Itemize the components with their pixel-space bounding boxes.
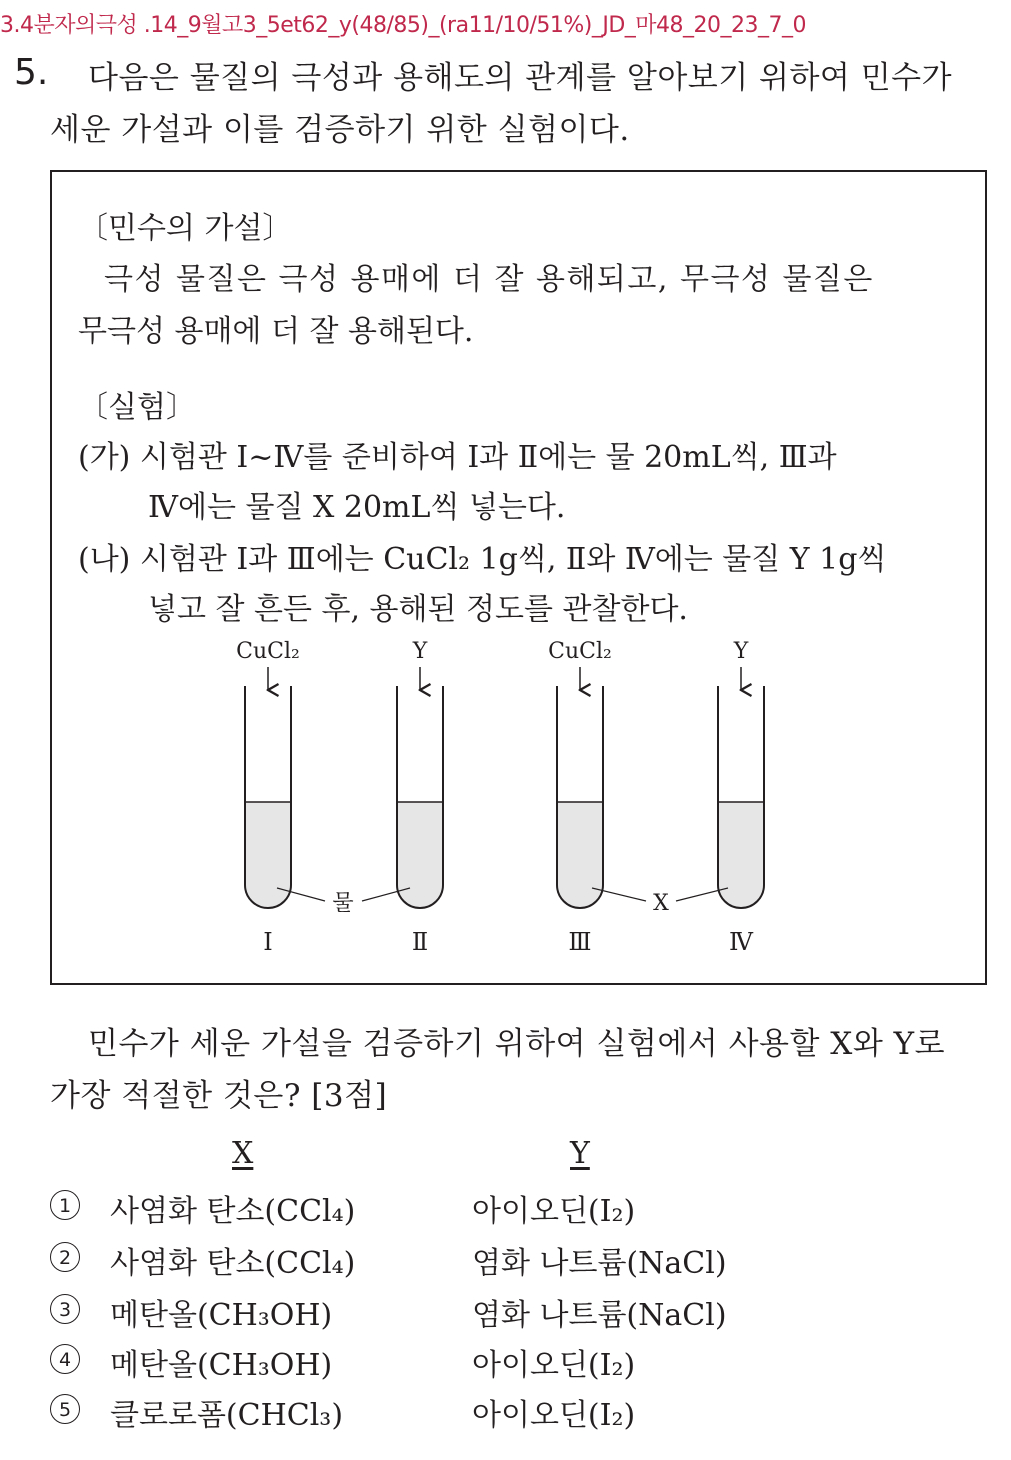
option-2-y: 염화 나트륨(NaCl) bbox=[472, 1246, 727, 1281]
question-stem-line2: 세운 가설과 이를 검증하기 위한 실험이다. bbox=[50, 112, 630, 148]
hypothesis-line1: 극성 물질은 극성 용매에 더 잘 용해되고, 무극성 물질은 bbox=[104, 262, 874, 297]
liquid-1 bbox=[245, 802, 291, 908]
tube-added-label-2: Y bbox=[412, 639, 428, 664]
option-5-y: 아이오딘(I₂) bbox=[472, 1398, 636, 1433]
step-a-line1: (가) 시험관 Ⅰ~Ⅳ를 준비하여 Ⅰ과 Ⅱ에는 물 20mL씩, Ⅲ과 bbox=[78, 440, 837, 475]
step-b-line2: 넣고 잘 흔든 후, 용해된 정도를 관찰한다. bbox=[148, 592, 688, 627]
option-2[interactable] bbox=[50, 1238, 727, 1281]
tube-roman-4: Ⅳ bbox=[729, 928, 753, 956]
test-tube-2 bbox=[397, 639, 443, 956]
step-b-line1: (나) 시험관 Ⅰ과 Ⅲ에는 CuCl₂ 1g씩, Ⅱ와 Ⅳ에는 물질 Y 1g씩 bbox=[78, 542, 887, 577]
options-column-y-header: Y bbox=[570, 1136, 590, 1171]
prompt-line2: 가장 적절한 것은? [3점] bbox=[50, 1078, 388, 1114]
liquid-2 bbox=[397, 802, 443, 908]
options-column-x-header: X bbox=[232, 1136, 254, 1171]
option-5[interactable] bbox=[50, 1390, 636, 1433]
tube-roman-2: Ⅱ bbox=[411, 928, 429, 956]
question-number: 5. bbox=[14, 52, 49, 93]
option-mark-1: 1 bbox=[50, 1190, 80, 1220]
test-tube-3 bbox=[548, 639, 612, 956]
hypothesis-title: 〔민수의 가설〕 bbox=[78, 211, 293, 246]
option-mark-4: 4 bbox=[50, 1344, 80, 1374]
liquid-4 bbox=[718, 802, 764, 908]
tube-added-label-3: CuCl₂ bbox=[548, 639, 612, 664]
option-4[interactable] bbox=[50, 1340, 636, 1383]
option-1-x: 사염화 탄소(CCl₄) bbox=[110, 1194, 356, 1229]
option-mark-5: 5 bbox=[50, 1394, 80, 1424]
tube-added-label-1: CuCl₂ bbox=[236, 639, 300, 664]
liquid-3 bbox=[557, 802, 603, 908]
experiment-title: 〔실험〕 bbox=[78, 390, 196, 425]
option-4-x: 메탄올(CH₃OH) bbox=[110, 1348, 333, 1383]
option-1-y: 아이오딘(I₂) bbox=[472, 1194, 636, 1229]
test-tube-1 bbox=[236, 639, 300, 956]
tube-added-label-4: Y bbox=[733, 639, 749, 664]
hypothesis-line2: 무극성 용매에 더 잘 용해된다. bbox=[78, 314, 474, 349]
option-1[interactable] bbox=[50, 1186, 636, 1229]
option-2-x: 사염화 탄소(CCl₄) bbox=[110, 1246, 356, 1281]
option-mark-3: 3 bbox=[50, 1294, 80, 1324]
option-5-x: 클로로폼(CHCl₃) bbox=[110, 1398, 344, 1433]
option-3-y: 염화 나트륨(NaCl) bbox=[472, 1298, 727, 1333]
option-4-y: 아이오딘(I₂) bbox=[472, 1348, 636, 1383]
tube-roman-3: Ⅲ bbox=[568, 928, 592, 956]
test-tube-4 bbox=[718, 639, 764, 956]
tube-roman-1: Ⅰ bbox=[263, 928, 273, 956]
option-3[interactable] bbox=[50, 1290, 727, 1333]
x-label: X bbox=[653, 891, 669, 916]
question-stem-line1: 다음은 물질의 극성과 용해도의 관계를 알아보기 위하여 민수가 bbox=[88, 60, 953, 96]
option-mark-2: 2 bbox=[50, 1242, 80, 1272]
water-label: 물 bbox=[332, 891, 354, 916]
option-3-x: 메탄올(CH₃OH) bbox=[110, 1298, 333, 1333]
source-header: 3.4분자의극성 .14_9월고3_5et62_y(48/85)_(ra11/10/51%)_JD_마48_20_23_7_0 bbox=[0, 13, 807, 38]
prompt-line1: 민수가 세운 가설을 검증하기 위하여 실험에서 사용할 X와 Y로 bbox=[88, 1026, 946, 1062]
step-a-line2: Ⅳ에는 물질 X 20mL씩 넣는다. bbox=[148, 490, 566, 525]
